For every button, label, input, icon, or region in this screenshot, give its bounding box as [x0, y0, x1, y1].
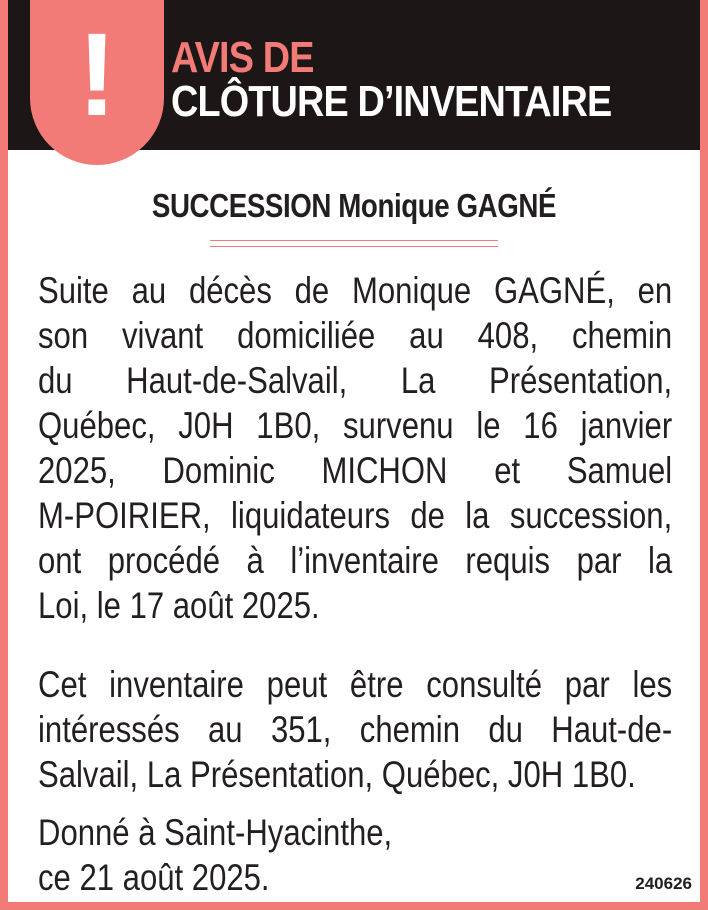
- alert-badge: [30, 0, 164, 165]
- text-line: ont procédé à l’inventaire requis par la: [38, 540, 673, 581]
- exclamation-icon: !: [77, 9, 117, 141]
- divider-line: [210, 246, 498, 247]
- text-line: intéressés au 351, chemin du Haut-de-: [38, 709, 673, 750]
- paragraph-signature: [38, 810, 458, 900]
- notice-header: [8, 0, 700, 150]
- paragraph-consultation: [38, 662, 672, 797]
- succession-title: SUCCESSION Monique GAGNÉ: [151, 187, 557, 224]
- text-line: Salvail, La Présentation, Québec, J0H 1B0.: [38, 754, 636, 795]
- divider-line: [210, 240, 498, 241]
- text-line: ce 21 août 2025.: [38, 857, 270, 898]
- text-line: son vivant domiciliée au 408, chemin: [38, 315, 673, 356]
- notice-body: [8, 150, 700, 902]
- reference-number: 240626: [635, 874, 692, 893]
- paragraph-deceased: [38, 268, 672, 628]
- text-line: Loi, le 17 août 2025.: [38, 585, 320, 626]
- text-line: Québec, J0H 1B0, survenu le 16 janvier: [38, 405, 673, 446]
- title-line-1: AVIS DE: [171, 33, 314, 82]
- text-line: Donné à Saint-Hyacinthe,: [38, 812, 393, 853]
- text-line: M-POIRIER, liquidateurs de la succession,: [38, 495, 673, 536]
- title-line-2: CLÔTURE D’INVENTAIRE: [171, 77, 612, 126]
- text-line: Cet inventaire peut être consulté par les: [38, 664, 673, 705]
- text-line: 2025, Dominic MICHON et Samuel: [38, 450, 673, 491]
- text-line: Suite au décès de Monique GAGNÉ, en: [38, 270, 673, 311]
- text-line: du Haut-de-Salvail, La Présentation,: [38, 360, 673, 401]
